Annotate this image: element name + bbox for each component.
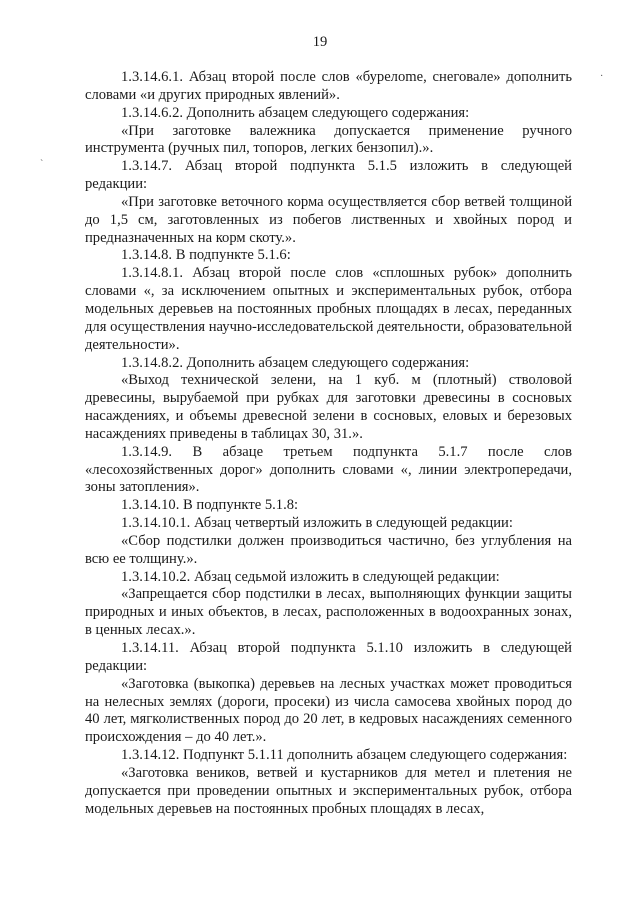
paragraph: 1.3.14.8.1. Абзац второй после слов «сплошных рубок» дополнить словами «, за исключением опытных и экспериментальных рубок, отбора модельных деревьев на постоянных пробных площадях в лесах, переданных для осуществления научно-исследовательской деятельности, образовательной деятельности». <box>85 265 572 353</box>
paragraph: «Запрещается сбор подстилки в лесах, выполняющих функции защиты природных и иных объектов, в лесах, расположенных в водоохранных зонах, в ценных лесах.». <box>85 586 572 639</box>
scan-mark: ` <box>40 159 44 170</box>
scan-mark: · <box>600 71 604 82</box>
paragraph: 1.3.14.9. В абзаце третьем подпункта 5.1.7 после слов «лесохозяйственных дорог» дополнить словами «, линии электропередачи, зоны затопления». <box>85 443 572 496</box>
paragraph: «Заготовка (выкопка) деревьев на лесных участках может проводиться на нелесных землях (дороги, просеки) из числа самосева хвойных пород до 40 лет, мягколиственных пород до 20 лет, в кедровых насаждениях семенного происхождения – до 40 лет.». <box>85 675 572 746</box>
paragraph: 1.3.14.6.1. Абзац второй после слов «бурелome, снеговале» дополнить словами «и других природных явлений». <box>85 69 572 103</box>
paragraph: «При заготовке валежника допускается применение ручного инструмента (ручных пил, топоров, легких бензопил).». <box>85 122 572 157</box>
paragraph: 1.3.14.7. Абзац второй подпункта 5.1.5 изложить в следующей редакции: <box>85 158 572 193</box>
paragraph: 1.3.14.8.2. Дополнить абзацем следующего содержания: <box>121 354 470 371</box>
page-number: 19 <box>312 34 328 50</box>
paragraph: «Заготовка веников, ветвей и кустарников для метел и плетения не допускается при проведении опытных и экспериментальных рубок, отбора модельных деревьев на постоянных пробных площадях в лесах, <box>85 764 572 817</box>
paragraph: 1.3.14.12. Подпункт 5.1.11 дополнить абзацем следующего содержания: <box>121 747 568 764</box>
document-body <box>85 69 572 818</box>
paragraph: 1.3.14.8. В подпункте 5.1.6: <box>121 247 291 264</box>
paragraph: «Сбор подстилки должен производиться частично, без углубления на всю ее толщину.». <box>85 532 572 567</box>
paragraph: 1.3.14.6.2. Дополнить абзацем следующего содержания: <box>121 104 470 121</box>
paragraph: 1.3.14.10.2. Абзац седьмой изложить в следующей редакции: <box>121 568 500 585</box>
paragraph: «При заготовке веточного корма осуществляется сбор ветвей толщиной до 1,5 см, заготовленных из побегов лиственных и хвойных пород и предназначенных на корм скоту.». <box>85 193 572 246</box>
paragraph: «Выход технической зелени, на 1 куб. м (плотный) стволовой древесины, вырубаемой при рубках для заготовки древесины в сосновых насаждениях, и объемы древесной зелени в сосновых, еловых и березовых насаждениях приведены в таблицах 30, 31.». <box>85 372 572 442</box>
paragraph: 1.3.14.10.1. Абзац четвертый изложить в следующей редакции: <box>121 515 513 532</box>
paragraph: 1.3.14.11. Абзац второй подпункта 5.1.10 изложить в следующей редакции: <box>85 640 572 674</box>
paragraph: 1.3.14.10. В подпункте 5.1.8: <box>121 497 299 514</box>
